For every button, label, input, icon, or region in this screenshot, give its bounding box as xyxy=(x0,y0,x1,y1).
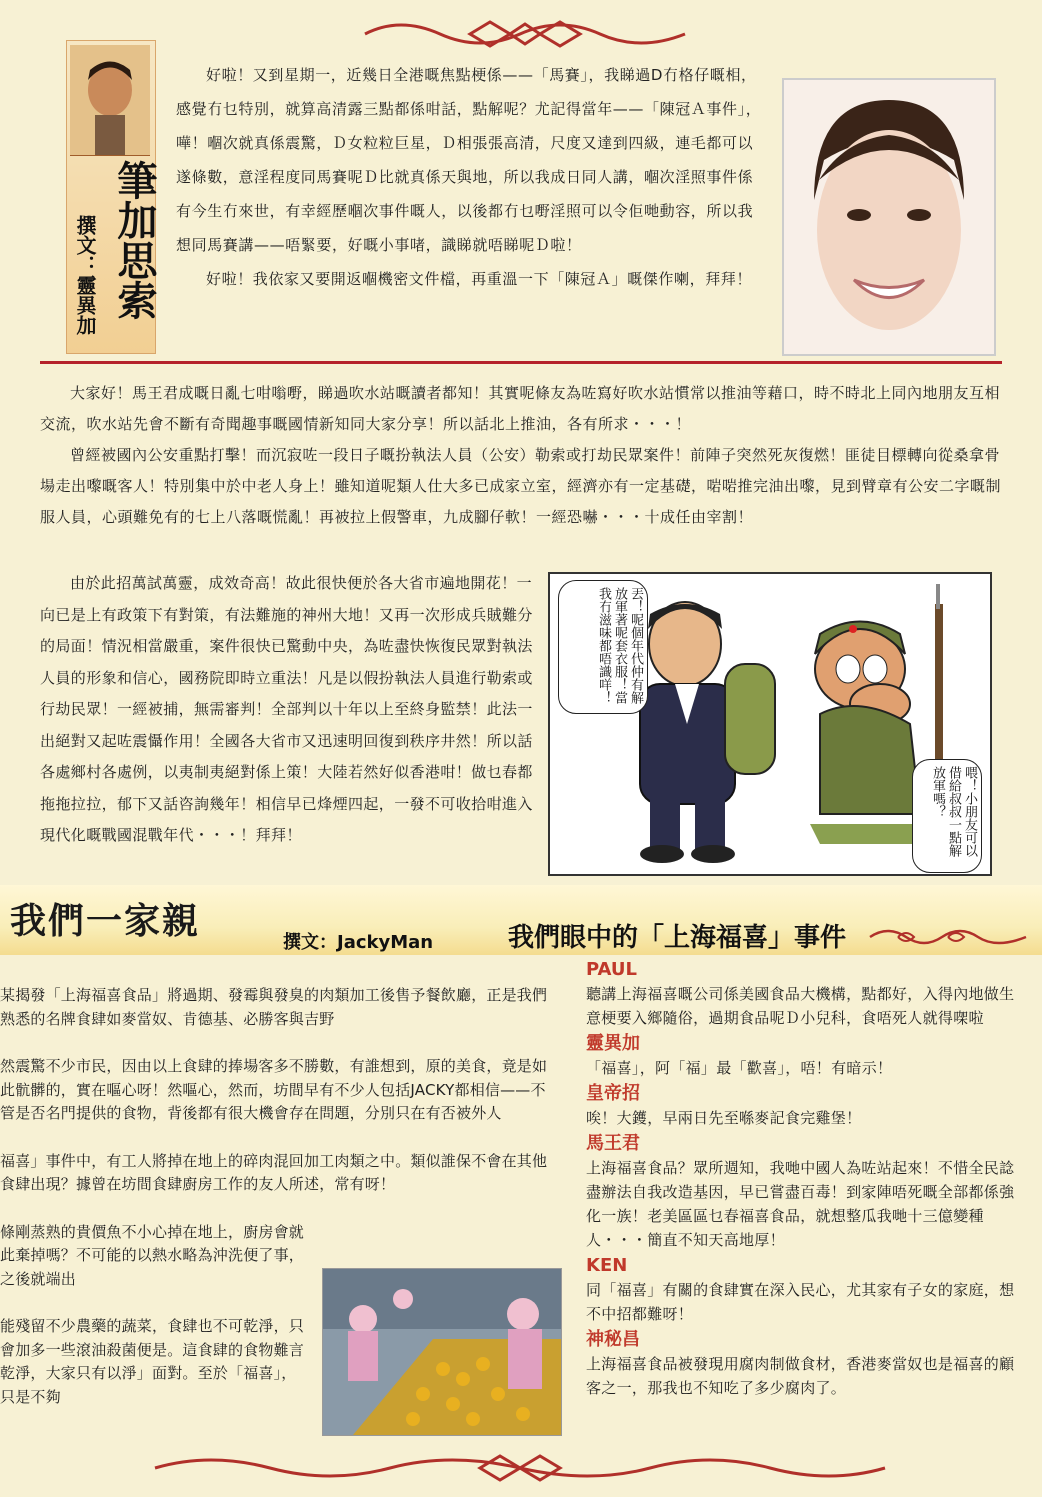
intro-paragraph-2: 曾經被國內公安重點打擊！而沉寂咗一段日子嘅扮執法人員（公安）勒索或打劫民眾案件！前陣子突然死灰復燃！匪徒目標轉向從桑拿骨場走出嚟嘅客人！特別集中於中老人身上！雖知道呢類人仕大多已成家立室，經濟亦有一定基礎，啱啱推完油出嚟，見到臂章有公安二字嘅制服人員，心頭難免有的七上八落嘅慌亂！再被拉上假警車，九成腳仔軟！一經恐嚇・・・十成任由宰割！ xyxy=(40,446,1002,526)
left-paragraph-5: 能殘留不少農藥的蔬菜，食肆也不可乾淨，只會加多一些滾油殺菌便是。這食肆的食物難言乾淨，大家只有以淨」面對。至於「福喜」，只是不夠 xyxy=(0,1317,305,1406)
comment-text: 唉！大鑊，早兩日先至喺麥記食完雞堡！ xyxy=(586,1109,862,1127)
comment-paul xyxy=(586,958,1026,1030)
left-paragraph-3: 福喜」事件中，有工人將掉在地上的碎肉混回加工肉類之中。類似誰保不會在其他食肆出現？據曾在坊間食肆廚房工作的友人所述，常有呀！ xyxy=(0,1151,548,1193)
comic-illustration xyxy=(548,572,992,876)
column-title: 筆加思索 xyxy=(111,160,158,320)
factory-photo xyxy=(322,1268,562,1436)
banner-title: 我們一家親 xyxy=(10,900,201,942)
comment-author: 靈異加 xyxy=(586,1033,640,1054)
comment-mystery xyxy=(586,1328,1026,1400)
celebrity-portrait xyxy=(782,78,996,356)
column-paragraph-1: 好啦！又到星期一，近幾日全港嘅焦點梗係——「馬賽」，我睇過D冇格仔嘅相，感覺冇乜特別，就算高清露三點都係咁話，點解呢？尤記得當年——「陳冠Ａ事件」，嘩！嗰次就真係震驚，Ｄ女粒粒巨星，Ｄ相張張高清，尺度又達到四級，連毛都可以遂條數，意淫程度同馬賽呢Ｄ比就真係天與地，所以我成日同人講，嗰次淫照事件係有今生冇來世，有幸經歷嗰次事件嘅人，以後都冇乜嘢淫照可以令佢哋動容，所以我想同馬賽講——唔緊要，好嘅小事啫，識睇就唔睇呢Ｄ啦！ xyxy=(176,66,762,254)
left-paragraph-1: 某揭發「上海福喜食品」將過期、發霉與發臭的肉類加工後售予餐飲廳，正是我們熟悉的名牌食肆如麥當奴、肯德基、必勝客與吉野 xyxy=(0,986,548,1028)
comment-text: 上海福喜食品？眾所週知，我哋中國人為咗站起來！不惜全民諗盡辦法自我改造基因，早已嘗盡百毒！到家陣唔死嘅全部都係強化一族！老美區區乜春福喜食品，就想整瓜我哋十三億變種人・・・簡直不知天高地厚！ xyxy=(586,1159,1015,1249)
intro-paragraph-1: 大家好！馬王君成嘅日亂七咁嗡嘢，睇過吹水站嘅讀者都知！其實呢條友為咗寫好吹水站慣常以推油等藉口，時不時北上同內地朋友互相交流，吹水站先會不斷有奇聞趣事嘅國情新知同大家分享！所以話北上推油，各有所求・・・！ xyxy=(40,384,1001,433)
comment-author: 皇帝招 xyxy=(586,1083,640,1104)
comment-text: 聽講上海福喜嘅公司係美國食品大機構，點都好，入得內地做生意梗要入鄉隨俗，過期食品呢Ｄ小兒科，食唔死人就得㗎啦 xyxy=(586,985,1015,1027)
article-intro xyxy=(40,378,1002,533)
author-photo xyxy=(70,45,150,156)
left-paragraph-4: 條剛蒸熟的貴價魚不小心掉在地上，廚房會就此棄掉嗎？不可能的以熱水略為沖洗便了事，之後就端出 xyxy=(0,1222,305,1288)
banner-author: 撰文：JackyMan xyxy=(283,932,434,953)
banner-swirl-ornament xyxy=(868,925,1028,949)
body-paragraph: 由於此招萬試萬靈，成效奇高！故此很快便於各大省市遍地開花！一向已是上有政策下有對策，有法難施的神州大地！又再一次形成兵賊難分的局面！情況相當嚴重，案件很快已驚動中央，為咗盡快恢復民眾對執法人員的形象和信心，國務院即時立重法！凡是以假扮執法人員進行勒索或行劫民眾！一經被捕，無需審判！全部判以十年以上至終身監禁！此法一出絕對又起咗震懾作用！全國各大省市又迅速明回復到秩序井然！所以話各處鄉村各處例，以夷制夷絕對係上策！大陸若然好似香港咁！做乜春都拖拖拉拉，郁下又話咨詢幾年！相信早已烽煙四起，一發不可收拾咁進入現代化嘅戰國混戰年代・・・！拜拜！ xyxy=(40,574,533,844)
comment-text: 「福喜」，阿「福」最「歡喜」，唔！有暗示！ xyxy=(586,1059,893,1077)
comment-ken xyxy=(586,1254,1026,1326)
comments-column xyxy=(586,958,1026,1402)
comment-mawang xyxy=(586,1132,1026,1252)
top-ornament xyxy=(360,14,690,54)
speech-bubble-right: 喂！小朋友可以借給叔叔一點解放軍嗎？ xyxy=(912,759,982,873)
column-paragraph-2: 好啦！我依家又要開返嗰機密文件檔，再重溫一下「陳冠Ａ」嘅傑作喇，拜拜！ xyxy=(206,270,753,288)
article-subtitle: 我們眼中的「上海福喜」事件 xyxy=(508,923,847,953)
comment-ling xyxy=(586,1032,1026,1080)
bottom-ornament xyxy=(150,1448,890,1488)
comment-emperor xyxy=(586,1082,1026,1130)
article-body xyxy=(40,568,540,852)
column-body xyxy=(176,58,768,296)
comment-author: 神秘昌 xyxy=(586,1329,640,1350)
comment-text: 上海福喜食品被發現用腐肉制做食材，香港麥當奴也是福喜的顧客之一，那我也不知吃了多少腐肉了。 xyxy=(586,1355,1015,1397)
speech-bubble-left: 丟！呢個年代仲有解放軍著呢套衣服！當我冇滋味都唔識咩！ xyxy=(558,580,648,714)
comment-author: PAUL xyxy=(586,959,638,980)
comment-author: 馬王君 xyxy=(586,1133,640,1154)
comment-author: KEN xyxy=(586,1255,628,1276)
section-divider xyxy=(40,361,1002,364)
left-paragraph-2: 然震驚不少市民，因由以上食肆的捧場客多不勝數，有誰想到，原的美食，竟是如此骯髒的，實在嘔心呀！然嘔心，然而，坊間早有不少人包括JACKY都相信——不管是否名門提供的食物，背後都有很大機會存在問題，分別只在有否被外人 xyxy=(0,1057,548,1122)
column-author: 撰文：靈異加 xyxy=(73,215,97,335)
comment-text: 同「福喜」有關的食肆實在深入民心，尤其家有子女的家庭，想不中招都難呀！ xyxy=(586,1281,1015,1323)
